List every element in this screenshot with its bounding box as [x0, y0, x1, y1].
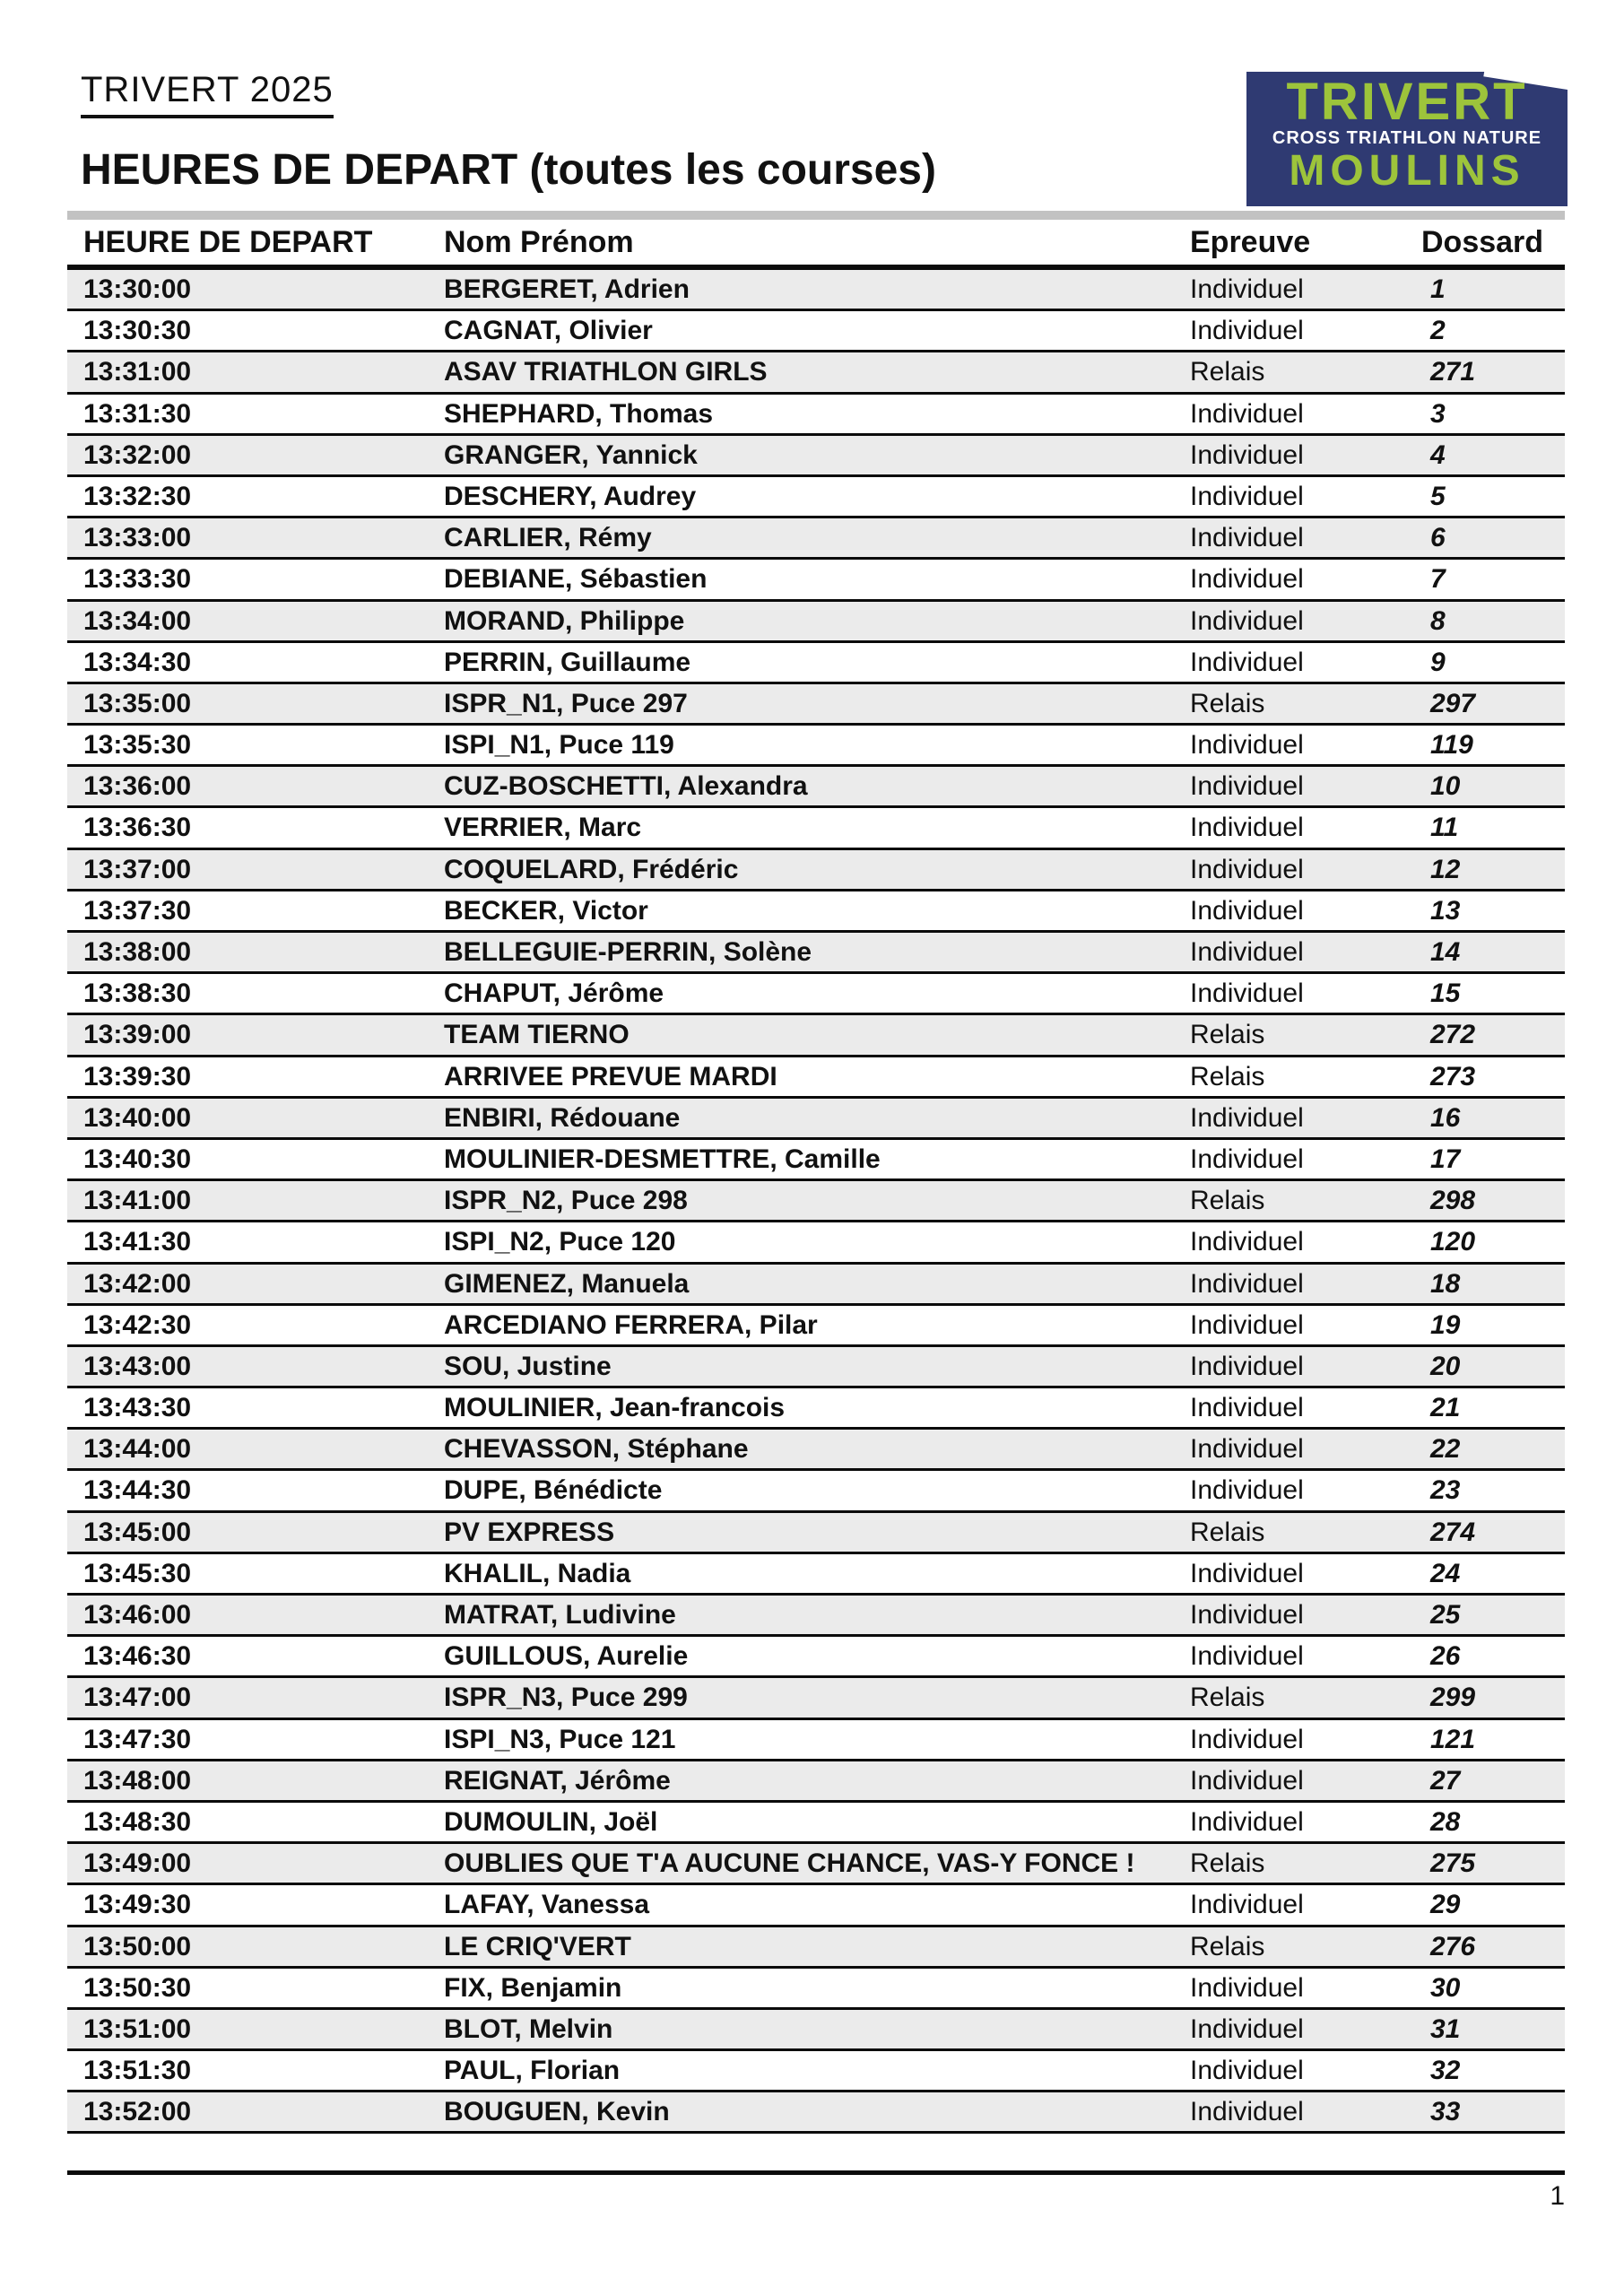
- bib-number-cell: 13: [1430, 895, 1461, 926]
- participant-name-cell: DESCHERY, Audrey: [444, 481, 697, 511]
- bib-number-cell: 29: [1430, 1890, 1461, 1920]
- bib-number-cell: 1: [1430, 274, 1446, 304]
- participant-name-cell: ISPI_N1, Puce 119: [444, 730, 674, 761]
- bib-number-cell: 273: [1430, 1061, 1476, 1091]
- bib-number-cell: 119: [1430, 730, 1473, 761]
- bib-number-cell: 275: [1430, 1848, 1476, 1879]
- participant-name-cell: MOULINIER-DESMETTRE, Camille: [444, 1144, 881, 1174]
- table-row: [67, 1347, 1565, 1388]
- participant-name-cell: BERGERET, Adrien: [444, 274, 690, 304]
- start-time-cell: 13:39:00: [83, 1020, 192, 1050]
- start-time-cell: 13:41:00: [83, 1186, 192, 1216]
- col-header-epreuve: Epreuve: [1190, 225, 1311, 259]
- event-type-cell: Individuel: [1190, 481, 1304, 511]
- table-row: [67, 1471, 1565, 1512]
- start-time-cell: 13:49:00: [83, 1848, 192, 1879]
- bib-number-cell: 274: [1430, 1517, 1476, 1547]
- bib-number-cell: 272: [1430, 1020, 1476, 1050]
- start-time-cell: 13:43:30: [83, 1393, 192, 1423]
- start-time-cell: 13:42:30: [83, 1309, 192, 1340]
- start-time-cell: 13:51:30: [83, 2056, 192, 2086]
- table-row: [67, 808, 1565, 849]
- event-type-cell: Individuel: [1190, 730, 1304, 761]
- event-type-cell: Individuel: [1190, 647, 1304, 677]
- participant-name-cell: BELLEGUIE-PERRIN, Solène: [444, 937, 812, 967]
- event-type-cell: Relais: [1190, 1683, 1265, 1713]
- doc-title: TRIVERT 2025: [81, 70, 334, 118]
- table-row: [67, 1181, 1565, 1222]
- participant-name-cell: SHEPHARD, Thomas: [444, 398, 714, 429]
- bib-number-cell: 15: [1430, 978, 1461, 1009]
- event-type-cell: Relais: [1190, 1848, 1265, 1879]
- bib-number-cell: 23: [1430, 1475, 1461, 1506]
- table-row: [67, 974, 1565, 1015]
- table-row: [67, 311, 1565, 352]
- event-type-cell: Individuel: [1190, 937, 1304, 967]
- table-row: [67, 1803, 1565, 1844]
- table-row: [67, 1388, 1565, 1430]
- participant-name-cell: DUPE, Bénédicte: [444, 1475, 663, 1506]
- participant-name-cell: OUBLIES QUE T'A AUCUNE CHANCE, VAS-Y FONCE !: [444, 1848, 1135, 1879]
- participant-name-cell: CAGNAT, Olivier: [444, 316, 653, 346]
- bib-number-cell: 276: [1430, 1931, 1476, 1961]
- participant-name-cell: BLOT, Melvin: [444, 2013, 613, 2044]
- start-time-cell: 13:42:00: [83, 1268, 192, 1299]
- table-row: [67, 767, 1565, 808]
- event-type-cell: Individuel: [1190, 316, 1304, 346]
- participant-name-cell: GUILLOUS, Aurelie: [444, 1641, 689, 1672]
- event-type-cell: Relais: [1190, 1061, 1265, 1091]
- logo-tagline-text: CROSS TRIATHLON NATURE: [1272, 128, 1542, 148]
- event-type-cell: Individuel: [1190, 771, 1304, 802]
- start-time-cell: 13:33:00: [83, 523, 192, 553]
- table-row: [67, 1554, 1565, 1596]
- participant-name-cell: VERRIER, Marc: [444, 813, 642, 843]
- bib-number-cell: 10: [1430, 771, 1461, 802]
- table-row: [67, 1969, 1565, 2010]
- table-header-row: [67, 220, 1565, 270]
- bib-number-cell: 5: [1430, 481, 1446, 511]
- participant-name-cell: CUZ-BOSCHETTI, Alexandra: [444, 771, 808, 802]
- event-type-cell: Relais: [1190, 1517, 1265, 1547]
- participant-name-cell: DUMOULIN, Joël: [444, 1806, 658, 1837]
- table-row: [67, 477, 1565, 518]
- event-type-cell: Individuel: [1190, 1806, 1304, 1837]
- table-row: [67, 643, 1565, 684]
- table-row: [67, 602, 1565, 643]
- bib-number-cell: 31: [1430, 2013, 1461, 2044]
- event-type-cell: Individuel: [1190, 1641, 1304, 1672]
- bib-number-cell: 12: [1430, 854, 1461, 884]
- table-row: [67, 436, 1565, 477]
- bib-number-cell: 7: [1430, 564, 1446, 595]
- bib-number-cell: 16: [1430, 1102, 1461, 1133]
- table-row: [67, 1761, 1565, 1803]
- participant-name-cell: LAFAY, Vanessa: [444, 1890, 650, 1920]
- bib-number-cell: 299: [1430, 1683, 1476, 1713]
- participant-name-cell: COQUELARD, Frédéric: [444, 854, 739, 884]
- start-time-cell: 13:40:00: [83, 1102, 192, 1133]
- participant-name-cell: TEAM TIERNO: [444, 1020, 630, 1050]
- table-row: [67, 1057, 1565, 1099]
- start-time-cell: 13:32:00: [83, 439, 192, 470]
- table-row: [67, 1265, 1565, 1306]
- event-type-cell: Individuel: [1190, 1393, 1304, 1423]
- table-row: [67, 560, 1565, 601]
- event-type-cell: Individuel: [1190, 2056, 1304, 2086]
- logo-city-text: MOULINS: [1289, 147, 1525, 195]
- event-type-cell: Individuel: [1190, 439, 1304, 470]
- participant-name-cell: CHEVASSON, Stéphane: [444, 1434, 749, 1465]
- start-time-cell: 13:34:00: [83, 605, 192, 636]
- event-type-cell: Individuel: [1190, 1268, 1304, 1299]
- table-row: [67, 1222, 1565, 1264]
- table-row: [67, 518, 1565, 560]
- participant-name-cell: ISPR_N1, Puce 297: [444, 688, 688, 718]
- participant-name-cell: REIGNAT, Jérôme: [444, 1765, 671, 1796]
- start-time-cell: 13:34:30: [83, 647, 192, 677]
- event-type-cell: Individuel: [1190, 1765, 1304, 1796]
- event-type-cell: Individuel: [1190, 2013, 1304, 2044]
- participant-name-cell: ISPR_N3, Puce 299: [444, 1683, 688, 1713]
- trivert-logo: [1246, 72, 1568, 206]
- start-time-cell: 13:37:30: [83, 895, 192, 926]
- table-row: [67, 1513, 1565, 1554]
- col-header-heure-de-depart: HEURE DE DEPART: [83, 225, 373, 259]
- participant-name-cell: GRANGER, Yannick: [444, 439, 698, 470]
- event-type-cell: Individuel: [1190, 398, 1304, 429]
- table-row: [67, 891, 1565, 933]
- start-time-cell: 13:40:30: [83, 1144, 192, 1174]
- event-type-cell: Individuel: [1190, 978, 1304, 1009]
- table-row: [67, 270, 1565, 311]
- start-time-cell: 13:48:00: [83, 1765, 192, 1796]
- participant-name-cell: MORAND, Philippe: [444, 605, 685, 636]
- footer-rule: [67, 2170, 1565, 2175]
- bib-number-cell: 9: [1430, 647, 1446, 677]
- event-type-cell: Individuel: [1190, 1724, 1304, 1754]
- event-type-cell: Individuel: [1190, 1475, 1304, 1506]
- start-time-cell: 13:35:00: [83, 688, 192, 718]
- start-time-cell: 13:35:30: [83, 730, 192, 761]
- bib-number-cell: 20: [1430, 1351, 1461, 1381]
- col-header-dossard: Dossard: [1421, 225, 1544, 259]
- start-time-cell: 13:45:30: [83, 1558, 192, 1588]
- event-type-cell: Relais: [1190, 1931, 1265, 1961]
- participant-name-cell: BOUGUEN, Kevin: [444, 2097, 670, 2127]
- participant-name-cell: ASAV TRIATHLON GIRLS: [444, 357, 768, 387]
- bib-number-cell: 11: [1430, 813, 1459, 843]
- event-type-cell: Individuel: [1190, 854, 1304, 884]
- bib-number-cell: 30: [1430, 1972, 1461, 2003]
- participant-name-cell: SOU, Justine: [444, 1351, 612, 1381]
- start-time-cell: 13:47:00: [83, 1683, 192, 1713]
- event-type-cell: Individuel: [1190, 813, 1304, 843]
- bib-number-cell: 8: [1430, 605, 1446, 636]
- start-time-cell: 13:32:30: [83, 481, 192, 511]
- event-type-cell: Individuel: [1190, 1972, 1304, 2003]
- bib-number-cell: 271: [1430, 357, 1476, 387]
- bib-number-cell: 298: [1430, 1186, 1476, 1216]
- participant-name-cell: PERRIN, Guillaume: [444, 647, 691, 677]
- col-header-nom-prenom: Nom Prénom: [444, 225, 634, 259]
- bib-number-cell: 120: [1430, 1227, 1476, 1257]
- event-type-cell: Relais: [1190, 1020, 1265, 1050]
- table-row: [67, 1015, 1565, 1057]
- participant-name-cell: MOULINIER, Jean-francois: [444, 1393, 786, 1423]
- start-time-cell: 13:47:30: [83, 1724, 192, 1754]
- table-row: [67, 395, 1565, 436]
- table-row: [67, 1885, 1565, 1926]
- table-row: [67, 1596, 1565, 1637]
- doc-subtitle: HEURES DE DEPART (toutes les courses): [81, 146, 936, 194]
- table-body: [67, 270, 1565, 2134]
- table-row: [67, 1720, 1565, 1761]
- table-row: [67, 1844, 1565, 1885]
- bib-number-cell: 14: [1430, 937, 1461, 967]
- bib-number-cell: 19: [1430, 1309, 1461, 1340]
- participant-name-cell: FIX, Benjamin: [444, 1972, 622, 2003]
- start-time-cell: 13:45:00: [83, 1517, 192, 1547]
- table-row: [67, 2051, 1565, 2092]
- table-row: [67, 1637, 1565, 1678]
- start-time-cell: 13:39:30: [83, 1061, 192, 1091]
- bib-number-cell: 27: [1430, 1765, 1461, 1796]
- start-time-cell: 13:37:00: [83, 854, 192, 884]
- table-row: [67, 1306, 1565, 1347]
- participant-name-cell: CHAPUT, Jérôme: [444, 978, 664, 1009]
- participant-name-cell: ARRIVEE PREVUE MARDI: [444, 1061, 777, 1091]
- participant-name-cell: ISPR_N2, Puce 298: [444, 1186, 688, 1216]
- event-type-cell: Relais: [1190, 357, 1265, 387]
- participant-name-cell: MATRAT, Ludivine: [444, 1600, 676, 1630]
- logo-title-text: TRIVERT: [1286, 73, 1528, 131]
- bib-number-cell: 2: [1430, 316, 1446, 346]
- start-time-cell: 13:31:30: [83, 398, 192, 429]
- bib-number-cell: 26: [1430, 1641, 1461, 1672]
- table-row: [67, 1140, 1565, 1181]
- table-row: [67, 1430, 1565, 1471]
- participant-name-cell: PV EXPRESS: [444, 1517, 615, 1547]
- start-time-cell: 13:48:30: [83, 1806, 192, 1837]
- event-type-cell: Individuel: [1190, 523, 1304, 553]
- bib-number-cell: 4: [1430, 439, 1446, 470]
- event-type-cell: Individuel: [1190, 1890, 1304, 1920]
- table-row: [67, 684, 1565, 726]
- event-type-cell: Individuel: [1190, 1144, 1304, 1174]
- participant-name-cell: ISPI_N3, Puce 121: [444, 1724, 676, 1754]
- start-time-cell: 13:49:30: [83, 1890, 192, 1920]
- bib-number-cell: 28: [1430, 1806, 1461, 1837]
- event-type-cell: Individuel: [1190, 1351, 1304, 1381]
- event-type-cell: Relais: [1190, 1186, 1265, 1216]
- bib-number-cell: 21: [1430, 1393, 1461, 1423]
- start-time-cell: 13:44:00: [83, 1434, 192, 1465]
- event-type-cell: Individuel: [1190, 1600, 1304, 1630]
- table-row: [67, 1099, 1565, 1140]
- start-time-cell: 13:30:00: [83, 274, 192, 304]
- start-time-cell: 13:46:00: [83, 1600, 192, 1630]
- participant-name-cell: CARLIER, Rémy: [444, 523, 652, 553]
- start-time-cell: 13:51:00: [83, 2013, 192, 2044]
- start-time-cell: 13:30:30: [83, 316, 192, 346]
- participant-name-cell: BECKER, Victor: [444, 895, 648, 926]
- page-number: 1: [1550, 2181, 1565, 2211]
- start-time-cell: 13:50:00: [83, 1931, 192, 1961]
- start-time-cell: 13:52:00: [83, 2097, 192, 2127]
- event-type-cell: Individuel: [1190, 2097, 1304, 2127]
- participant-name-cell: ISPI_N2, Puce 120: [444, 1227, 676, 1257]
- participant-name-cell: LE CRIQ'VERT: [444, 1931, 631, 1961]
- event-type-cell: Individuel: [1190, 1309, 1304, 1340]
- start-time-cell: 13:41:30: [83, 1227, 192, 1257]
- start-time-cell: 13:43:00: [83, 1351, 192, 1381]
- bib-number-cell: 24: [1430, 1558, 1461, 1588]
- bib-number-cell: 297: [1430, 688, 1476, 718]
- start-time-cell: 13:44:30: [83, 1475, 192, 1506]
- participant-name-cell: ARCEDIANO FERRERA, Pilar: [444, 1309, 818, 1340]
- table-row: [67, 933, 1565, 974]
- bib-number-cell: 17: [1430, 1144, 1461, 1174]
- event-type-cell: Individuel: [1190, 1102, 1304, 1133]
- table-row: [67, 726, 1565, 767]
- table-row: [67, 352, 1565, 394]
- participant-name-cell: GIMENEZ, Manuela: [444, 1268, 690, 1299]
- start-time-cell: 13:36:30: [83, 813, 192, 843]
- bib-number-cell: 6: [1430, 523, 1446, 553]
- bib-number-cell: 18: [1430, 1268, 1461, 1299]
- event-type-cell: Individuel: [1190, 564, 1304, 595]
- table-row: [67, 2092, 1565, 2134]
- table-row: [67, 2010, 1565, 2051]
- start-time-cell: 13:50:30: [83, 1972, 192, 2003]
- bib-number-cell: 25: [1430, 1600, 1461, 1630]
- participant-name-cell: KHALIL, Nadia: [444, 1558, 631, 1588]
- table-row: [67, 850, 1565, 891]
- bib-number-cell: 33: [1430, 2097, 1461, 2127]
- start-time-cell: 13:38:00: [83, 937, 192, 967]
- participant-name-cell: PAUL, Florian: [444, 2056, 621, 2086]
- event-type-cell: Individuel: [1190, 274, 1304, 304]
- event-type-cell: Individuel: [1190, 895, 1304, 926]
- event-type-cell: Relais: [1190, 688, 1265, 718]
- bib-number-cell: 22: [1430, 1434, 1461, 1465]
- start-time-cell: 13:31:00: [83, 357, 192, 387]
- table-row: [67, 1678, 1565, 1719]
- start-time-cell: 13:46:30: [83, 1641, 192, 1672]
- event-type-cell: Individuel: [1190, 1558, 1304, 1588]
- participant-name-cell: DEBIANE, Sébastien: [444, 564, 708, 595]
- event-type-cell: Individuel: [1190, 605, 1304, 636]
- start-time-cell: 13:36:00: [83, 771, 192, 802]
- bib-number-cell: 3: [1430, 398, 1446, 429]
- start-time-cell: 13:38:30: [83, 978, 192, 1009]
- bib-number-cell: 121: [1430, 1724, 1476, 1754]
- participant-name-cell: ENBIRI, Rédouane: [444, 1102, 681, 1133]
- table-top-band: [67, 211, 1565, 220]
- event-type-cell: Individuel: [1190, 1434, 1304, 1465]
- event-type-cell: Individuel: [1190, 1227, 1304, 1257]
- start-times-table: [67, 211, 1565, 2134]
- start-time-cell: 13:33:30: [83, 564, 192, 595]
- bib-number-cell: 32: [1430, 2056, 1461, 2086]
- table-row: [67, 1927, 1565, 1969]
